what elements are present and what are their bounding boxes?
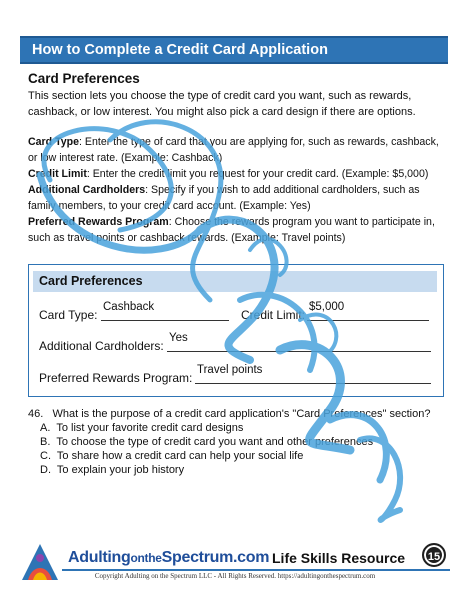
credit-limit-label: Credit Limit: <box>241 308 306 322</box>
card-type-field[interactable] <box>101 320 229 321</box>
definitions-list <box>28 134 446 246</box>
definition-additional-cardholders <box>28 182 446 214</box>
option-d[interactable] <box>40 463 373 477</box>
option-text: To list your favorite credit card designs <box>56 422 244 434</box>
credit-limit-field[interactable] <box>307 320 429 321</box>
definition-credit-limit <box>28 166 446 182</box>
definition-card-type <box>28 134 446 166</box>
section-intro: This section lets you choose the type of credit card you want, such as rewards, cashback, or low interest. You might also pick a card design if there are options. <box>28 90 416 118</box>
definition-text: : Choose the rewards program you want to participate in, such as travel points or cashback rewards. (Example: Travel points) <box>28 216 435 244</box>
definition-term: Additional Cardholders <box>28 184 146 196</box>
credit-limit-value: $5,000 <box>309 301 345 313</box>
brand-part: Spectrum.com <box>161 549 270 566</box>
brand-name <box>68 549 269 567</box>
definition-text: : Enter the type of card that you are applying for, such as rewards, cashback, or low interest rate. (Example: Cashback) <box>28 136 439 164</box>
copyright-text: Copyright Adulting on the Spectrum LLC - All Rights Reserved. https://adultingonthespectrum.com <box>94 572 376 580</box>
section-title: Card Preferences <box>28 71 140 86</box>
definition-term: Card Type <box>28 136 80 148</box>
page-title: How to Complete a Credit Card Application <box>32 42 328 58</box>
additional-cardholders-field[interactable] <box>167 351 431 352</box>
page-number-badge: 15 <box>422 543 446 567</box>
option-c[interactable] <box>40 449 373 463</box>
definition-text: : Specify if you wish to add additional cardholders, such as family members, to your credit card account. (Example: Yes) <box>28 184 420 212</box>
rewards-program-value: Travel points <box>197 364 263 376</box>
additional-cardholders-value: Yes <box>169 332 188 344</box>
brand-part: onthe <box>130 551 162 565</box>
option-a[interactable] <box>40 421 373 435</box>
resource-label: Life Skills Resource <box>272 550 406 566</box>
option-letter: C. <box>40 450 51 462</box>
rewards-program-field[interactable] <box>195 383 431 384</box>
option-text: To share how a credit card can help your social life <box>56 450 304 462</box>
brand-part: Adulting <box>68 549 131 566</box>
footer-divider <box>62 569 450 571</box>
card-type-label: Card Type: <box>39 308 98 322</box>
option-text: To explain your job history <box>56 464 185 476</box>
answer-options <box>40 421 373 477</box>
definition-term: Preferred Rewards Program <box>28 216 169 228</box>
header-banner <box>20 36 448 64</box>
question <box>28 407 430 421</box>
option-letter: A. <box>40 422 51 434</box>
form-title: Card Preferences <box>39 274 143 288</box>
rewards-program-label: Preferred Rewards Program: <box>39 371 193 385</box>
definition-rewards-program <box>28 214 446 246</box>
definition-term: Credit Limit <box>28 168 87 180</box>
definition-text: : Enter the credit limit you request for your credit card. (Example: $5,000) <box>86 168 429 180</box>
card-preferences-form <box>28 264 444 397</box>
option-text: To choose the type of credit card you want and other preferences <box>56 436 374 448</box>
option-letter: B. <box>40 436 51 448</box>
option-b[interactable] <box>40 435 373 449</box>
question-text: What is the purpose of a credit card application's "Card Preferences" section? <box>52 408 431 420</box>
additional-cardholders-label: Additional Cardholders: <box>39 339 164 353</box>
form-title-bar <box>33 271 437 292</box>
question-number: 46. <box>28 408 44 420</box>
option-letter: D. <box>40 464 51 476</box>
card-type-value: Cashback <box>103 301 155 313</box>
